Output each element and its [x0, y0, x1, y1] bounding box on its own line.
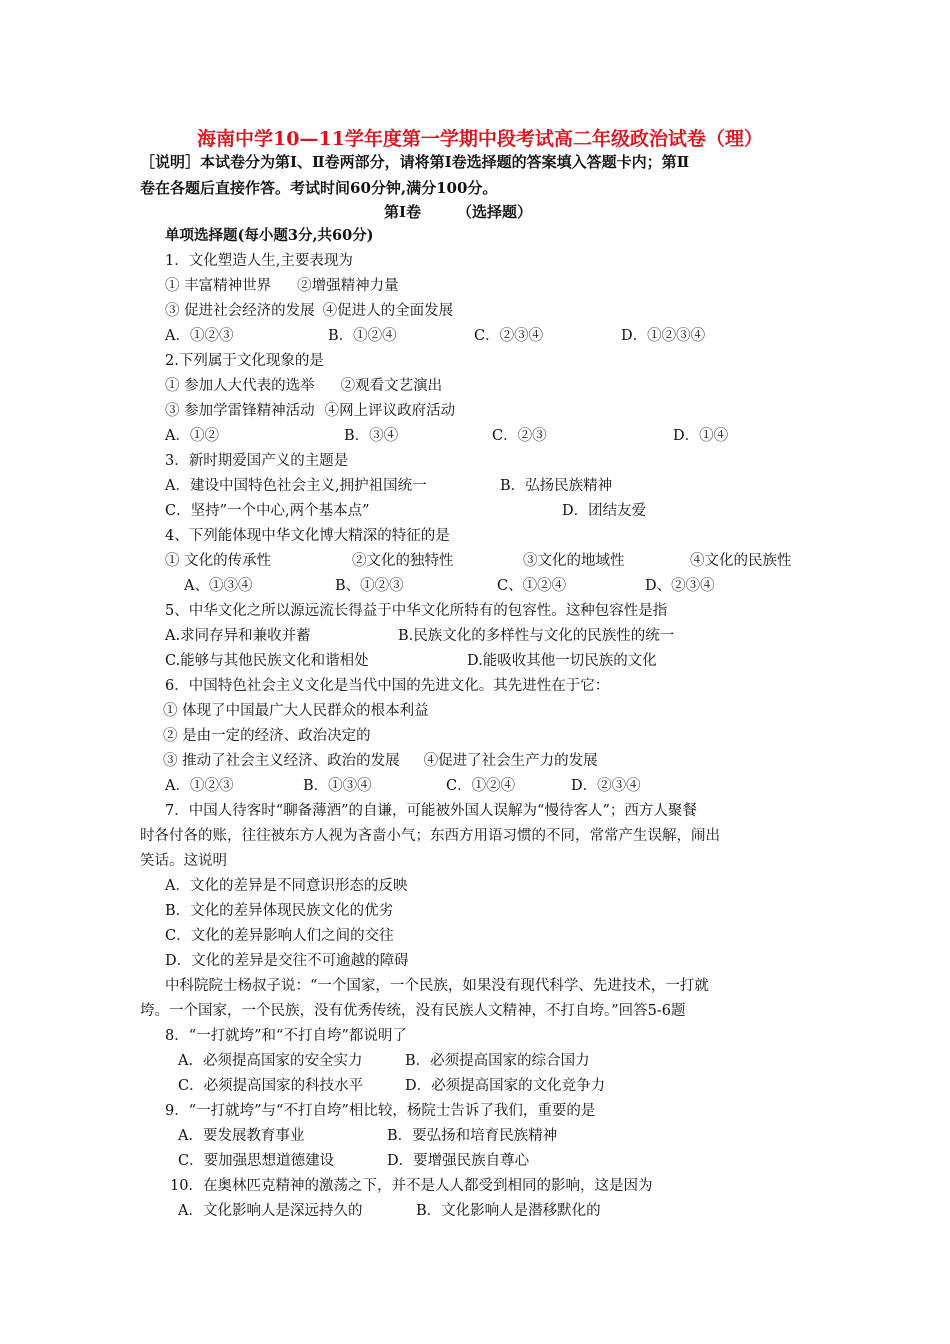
- option-b: B．文化的差异体现民族文化的优劣: [165, 903, 394, 919]
- question-stem: 6．中国特色社会主义文化是当代中国的先进文化。其先进性在于它：: [165, 678, 610, 694]
- item: ③ 推动了社会主义经济、政治的发展: [163, 753, 400, 769]
- option-d: D.能吸收其他一切民族的文化: [467, 653, 657, 669]
- item: ④文化的民族性: [690, 553, 792, 569]
- question-stem: 4、下列能体现中华文化博大精深的特征的是: [165, 528, 450, 544]
- passage-line: 中科院院士杨叔子说：“一个国家，一个民族，如果没有现代科学、先进技术，一打就: [165, 978, 709, 994]
- option-a: A．要发展教育事业: [178, 1128, 305, 1144]
- option-d: D．①②③④: [621, 328, 706, 344]
- option-c: C.能够与其他民族文化和谐相处: [165, 653, 369, 669]
- option-a: A．①②③: [165, 778, 234, 794]
- question-items: [165, 301, 453, 321]
- option-d: D、②③④: [645, 578, 715, 594]
- item: ③文化的地域性: [523, 553, 625, 569]
- question-stem: 8．“一打就垮”和“不打自垮”都说明了: [165, 1028, 407, 1044]
- option-d: D．文化的差异是交往不可逾越的障碍: [165, 953, 409, 969]
- option-c: C．②③: [492, 428, 547, 444]
- item: ② 是由一定的经济、政治决定的: [163, 728, 371, 744]
- option-d: D．②③④: [571, 778, 641, 794]
- question-items: [165, 401, 455, 421]
- item: ③ 促进社会经济的发展: [165, 303, 315, 319]
- option-a: A．必须提高国家的安全实力: [178, 1053, 363, 1069]
- section-title: 第Ⅰ卷: [384, 203, 422, 221]
- question-stem: 笑话。这说明: [140, 853, 227, 869]
- option-d: D．必须提高国家的文化竞争力: [405, 1078, 606, 1094]
- option-a: A.求同存异和兼收并蓄: [165, 628, 311, 644]
- option-c: C．②③④: [474, 328, 544, 344]
- item: ④网上评议政府活动: [324, 403, 456, 419]
- item: ① 文化的传承性: [165, 553, 272, 569]
- question-items: [165, 276, 399, 296]
- option-c: C．①②④: [446, 778, 516, 794]
- option-a: A．文化的差异是不同意识形态的反映: [165, 878, 408, 894]
- item: ②文化的独特性: [352, 553, 454, 569]
- option-a: A．文化影响人是深远持久的: [178, 1203, 363, 1219]
- item: ④促进人的全面发展: [322, 303, 454, 319]
- exam-title: 海南中学10—11学年度第一学期中段考试高二年级政治试卷（理）: [197, 128, 763, 150]
- item: ① 丰富精神世界: [165, 278, 272, 294]
- question-stem: 3．新时期爱国产义的主题是: [165, 453, 349, 469]
- option-a: A、①③④: [184, 578, 253, 594]
- question-stem: 10．在奥林匹克精神的激荡之下，并不是人人都受到相同的影响，这是因为: [170, 1178, 653, 1194]
- option-b: B、①②③: [335, 578, 404, 594]
- option-b: B．要弘扬和培育民族精神: [387, 1128, 558, 1144]
- option-b: B．必须提高国家的综合国力: [405, 1053, 590, 1069]
- instructions-line-2: 卷在各题后直接作答。考试时间60分钟,满分100分。: [140, 179, 498, 197]
- section-subtitle: （选择题）: [457, 203, 533, 221]
- part-heading: 单项选择题(每小题3分,共60分): [165, 227, 374, 244]
- question-items: [165, 376, 442, 396]
- item: ① 体现了中国最广大人民群众的根本利益: [163, 703, 429, 719]
- option-a: A．①②: [165, 428, 219, 444]
- question-items: [163, 751, 598, 771]
- option-b: B．①③④: [303, 778, 372, 794]
- question-stem: 5、中华文化之所以源远流长得益于中华文化所特有的包容性。这种包容性是指: [165, 603, 668, 619]
- option-c: C．坚持”一个中心,两个基本点”: [165, 503, 370, 519]
- section-heading: [384, 201, 532, 222]
- option-a: A．①②③: [165, 328, 234, 344]
- option-b: B．①②④: [328, 328, 397, 344]
- item: ④促进了社会生产力的发展: [423, 753, 598, 769]
- option-b: B．③④: [344, 428, 399, 444]
- instructions-line-1: ［说明］本试卷分为第Ⅰ、Ⅱ卷两部分，请将第Ⅰ卷选择题的答案填入答题卡内；第Ⅱ: [140, 153, 690, 171]
- question-stem: 1．文化塑造人生,主要表现为: [165, 253, 353, 269]
- option-a: A．建设中国特色社会主义,拥护祖国统一: [165, 478, 427, 494]
- question-stem: 时各付各的账，往往被东方人视为吝啬小气；东西方用语习惯的不同，常常产生误解，闹出: [140, 828, 720, 844]
- option-d: D．①④: [673, 428, 729, 444]
- option-b: B．文化影响人是潜移默化的: [416, 1203, 601, 1219]
- option-d: D．团结友爱: [562, 503, 647, 519]
- option-b: B.民族文化的多样性与文化的民族性的统一: [398, 628, 675, 644]
- option-c: C．必须提高国家的科技水平: [178, 1078, 364, 1094]
- option-c: C、①②④: [497, 578, 567, 594]
- option-d: D．要增强民族自尊心: [387, 1153, 530, 1169]
- item: ②增强精神力量: [297, 278, 399, 294]
- passage-line: 垮。一个国家，一个民族，没有优秀传统，没有民族人文精神，不打自垮。”回答5-6题: [140, 1003, 686, 1019]
- item: ③ 参加学雷锋精神活动: [165, 403, 315, 419]
- question-stem: 2.下列属于文化现象的是: [165, 353, 324, 369]
- item: ① 参加人大代表的选举: [165, 378, 315, 394]
- option-c: C．要加强思想道德建设: [178, 1153, 335, 1169]
- option-b: B．弘扬民族精神: [500, 478, 613, 494]
- question-stem: 9．“一打就垮”与“不打自垮”相比较，杨院士告诉了我们，重要的是: [165, 1103, 596, 1119]
- item: ②观看文艺演出: [340, 378, 443, 394]
- question-stem: 7．中国人待客时“聊备薄酒”的自谦，可能被外国人误解为“慢待客人”；西方人聚餐: [165, 803, 697, 819]
- option-c: C．文化的差异影响人们之间的交往: [165, 928, 394, 944]
